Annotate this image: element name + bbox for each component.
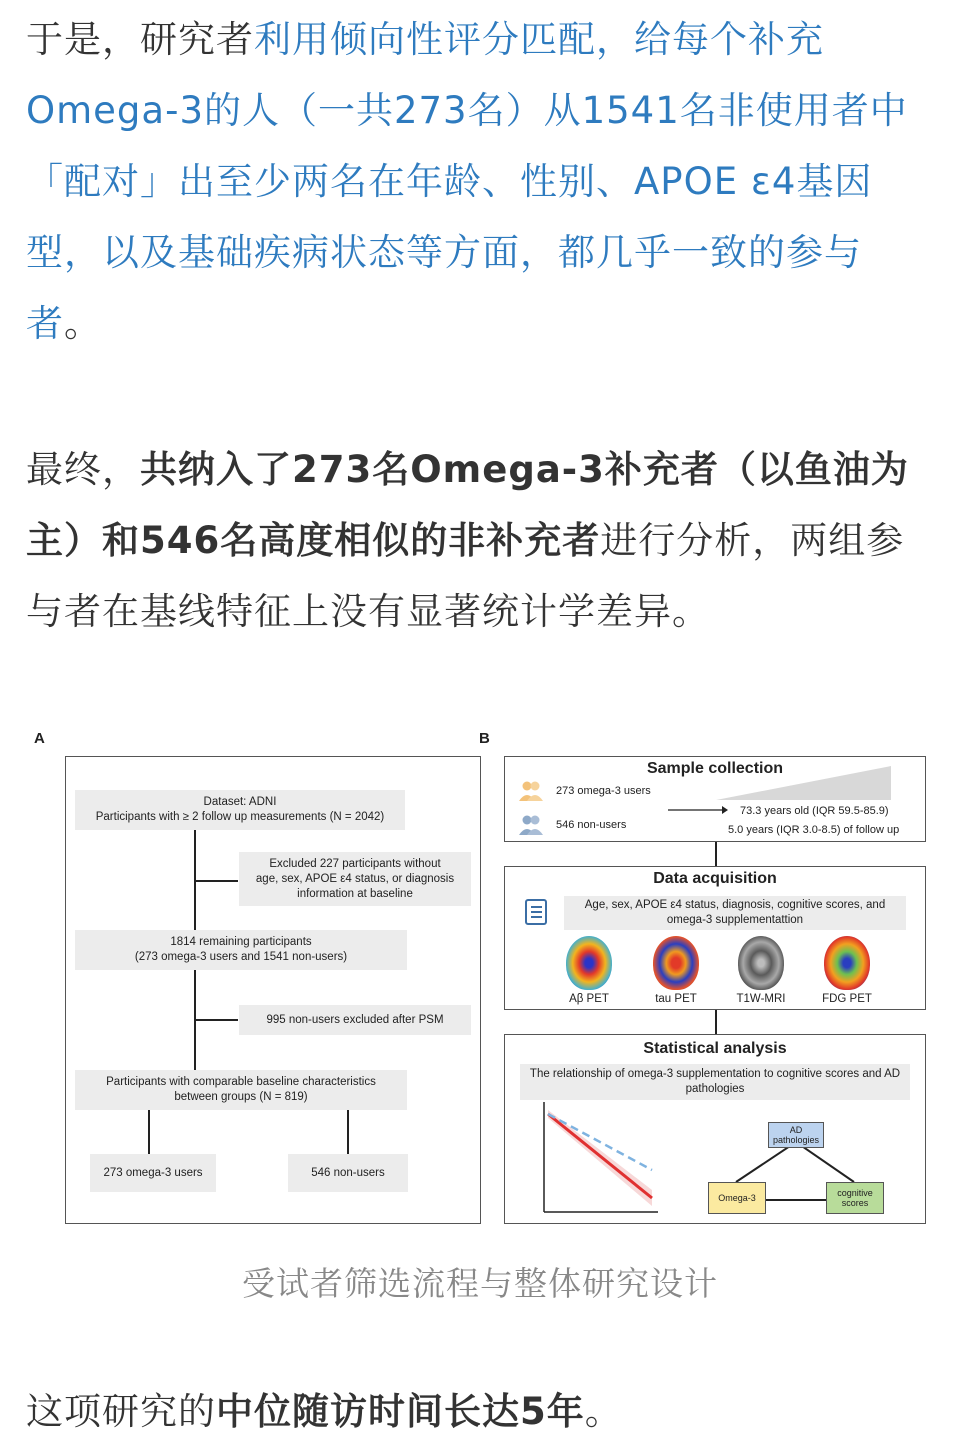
- panel-a-label: A: [34, 730, 45, 747]
- excluded-box-2: 995 non-users excluded after PSM: [239, 1005, 471, 1035]
- flow-branch-2: [194, 1019, 238, 1021]
- regression-plot: [540, 1102, 660, 1214]
- para2-lead: 最终，: [26, 448, 140, 491]
- scan-label-tau: tau PET: [655, 993, 697, 1005]
- users-people-icon: [518, 780, 544, 802]
- paragraph-psm: [26, 4, 936, 359]
- para2-bold: 共纳入了273名Omega-3补充者（以鱼油为主）和546名高度相似的非补充者: [26, 448, 909, 562]
- t1w-mri-icon: [738, 936, 784, 990]
- scan-label-mri: T1W-MRI: [736, 993, 786, 1005]
- amyloid-pet-icon: [566, 936, 612, 990]
- excluded1-line-a: Excluded 227 participants without: [269, 857, 441, 870]
- b-connector-1: [715, 842, 717, 866]
- para3-lead: 这项研究的: [26, 1390, 216, 1433]
- scan-label-amyloid: Aβ PET: [569, 993, 609, 1005]
- para1-highlight: 利用倾向性评分匹配，给每个补充Omega-3的人（一共273名）从1541名非使用者中「配对」出至少两名在年龄、性别、APOE ε4基因型，以及基础疾病状态等方面，都几乎一致的参与者: [26, 18, 908, 345]
- figure-caption: 受试者筛选流程与整体研究设计: [242, 1264, 718, 1303]
- b-connector-2: [715, 1010, 717, 1034]
- omega3-node: Omega-3: [708, 1182, 766, 1214]
- paragraph-followup: [26, 1376, 936, 1447]
- nonusers-box: 546 non-users: [288, 1154, 408, 1192]
- sample-users-text: 273 omega-3 users: [556, 785, 651, 797]
- document-icon: [524, 898, 550, 926]
- excluded1-line-c: information at baseline: [297, 887, 413, 900]
- scan-label-fdg: FDG PET: [822, 993, 872, 1005]
- sample-collection-title: Sample collection: [646, 760, 784, 777]
- statistical-analysis-title: Statistical analysis: [643, 1040, 787, 1057]
- ad-pathologies-node: AD pathologies: [768, 1122, 824, 1148]
- flow-branch-1: [194, 880, 238, 882]
- panel-b-label: B: [479, 730, 490, 747]
- comparable-box: Participants with comparable baseline characteristics between groups (N = 819): [75, 1070, 407, 1110]
- fdg-pet-icon: [824, 936, 870, 990]
- excluded-box-1: [239, 852, 471, 906]
- users-box: 273 omega-3 users: [90, 1154, 216, 1192]
- sample-age-text: 73.3 years old (IQR 59.5-85.9): [740, 805, 889, 817]
- tau-pet-icon: [653, 936, 699, 990]
- cognitive-scores-node: cognitive scores: [826, 1182, 884, 1214]
- para3-tail: 。: [584, 1390, 623, 1433]
- age-wedge-graphic: [716, 766, 891, 800]
- nonusers-people-icon: [518, 814, 544, 836]
- data-acquisition-title: Data acquisition: [653, 870, 777, 887]
- acquisition-text-box: Age, sex, APOE ε4 status, diagnosis, cognitive scores, and omega-3 supplementattion: [564, 896, 906, 930]
- para1-tail: 。: [64, 302, 102, 345]
- para3-bold: 中位随访时间长达5年: [216, 1390, 585, 1433]
- flow-line-3b: [347, 1110, 349, 1154]
- para1-lead: 于是，研究者: [26, 18, 254, 61]
- paragraph-final-sample: [26, 434, 936, 647]
- para2-tail: 进行分析，两组参与者在基线特征上没有显著统计学差异。: [26, 519, 905, 633]
- flow-line-3a: [148, 1110, 150, 1154]
- study-design-figure: [26, 722, 936, 1232]
- sample-followup-text: 5.0 years (IQR 3.0-8.5) of follow up: [728, 824, 900, 836]
- analysis-text-box: The relationship of omega-3 supplementation to cognitive scores and AD pathologies: [520, 1064, 910, 1100]
- sample-nonusers-text: 546 non-users: [556, 819, 627, 831]
- excluded1-line-b: age, sex, APOE ε4 status, or diagnosis: [255, 872, 455, 885]
- sample-arrow: [668, 802, 728, 812]
- dataset-box: Dataset: ADNI Participants with ≥ 2 follow up measurements (N = 2042): [75, 790, 405, 830]
- remaining-box: 1814 remaining participants (273 omega-3 users and 1541 non-users): [75, 930, 407, 970]
